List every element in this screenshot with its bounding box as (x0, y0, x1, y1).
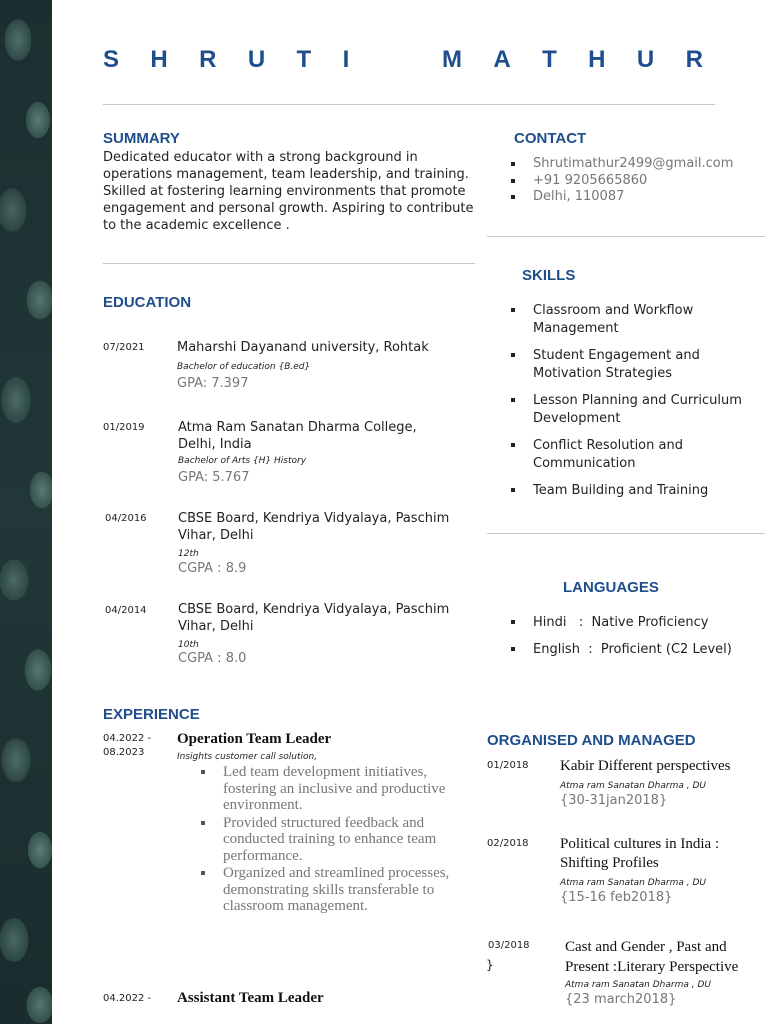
organised-stray-brace: } (486, 958, 494, 972)
skills-heading: SKILLS (522, 267, 576, 284)
header-divider (103, 104, 715, 105)
name-letter: A (493, 46, 511, 73)
organised-date: 01/2018 (487, 760, 529, 771)
name-letter: S (103, 46, 120, 73)
contact-phone[interactable]: +91 9205665860 (511, 173, 733, 190)
education-entry (177, 340, 457, 391)
experience-bullets (201, 764, 451, 916)
education-gpa: GPA: 5.767 (178, 470, 250, 485)
language-item: English : Proficient (C2 Level) (511, 641, 761, 659)
experience-date-start: 04.2022 - (103, 993, 152, 1004)
skill-item: Conflict Resolution and Communication (511, 437, 761, 473)
education-institution: CBSE Board, Kendriya Vidyalaya, Paschim Vihar, Delhi (178, 511, 450, 543)
experience-bullet: Organized and streamlined processes, demonstrating skills transferable to classroom management. (201, 865, 451, 915)
candidate-name (103, 46, 703, 74)
contact-heading: CONTACT (514, 130, 587, 147)
experience-bullet: Led team development initiatives, fostering an inclusive and productive environment. (201, 764, 451, 814)
skills-list (511, 302, 761, 509)
organised-title: Political cultures in India : Shifting Profiles (560, 836, 720, 871)
organised-dates: {23 march2018} (565, 992, 677, 1007)
organised-dates: {30-31jan2018} (560, 793, 668, 808)
education-degree: Bachelor of Arts {H} History (178, 456, 307, 466)
education-date: 07/2021 (103, 342, 145, 353)
name-letter: R (685, 46, 703, 73)
name-letter: I (342, 46, 350, 73)
organised-title: Kabir Different perspectives (560, 758, 731, 774)
summary-heading: SUMMARY (103, 130, 180, 147)
name-letter: U (247, 46, 266, 73)
skill-item: Classroom and Workflow Management (511, 302, 761, 338)
experience-bullet: Provided structured feedback and conducted training to enhance team performance. (201, 815, 451, 865)
education-date: 04/2016 (105, 513, 147, 524)
experience-date-start: 04.2022 - (103, 733, 152, 744)
contact-email[interactable]: Shrutimathur2499@gmail.com (511, 156, 733, 173)
education-date: 01/2019 (103, 422, 145, 433)
education-entry (178, 602, 458, 666)
skill-item: Team Building and Training (511, 482, 761, 500)
summary-text: Dedicated educator with a strong background in operations management, team leadership, and training. Skilled at fostering learning environments that promote engagement and personal growth. Aspiring to contribute to the academic excellence . (103, 150, 474, 233)
experience-title: Assistant Team Leader (177, 990, 324, 1006)
organised-date: 03/2018 (488, 940, 530, 951)
organised-heading: ORGANISED AND MANAGED (487, 732, 696, 749)
name-letter: T (542, 46, 557, 73)
education-degree: Bachelor of education {B.ed} (177, 361, 311, 372)
education-degree: 10th (178, 640, 199, 650)
experience-title: Operation Team Leader (177, 731, 332, 747)
contact-divider (487, 236, 765, 237)
organised-venue: Atma ram Sanatan Dharma , DU (565, 980, 711, 990)
organised-venue: Atma ram Sanatan Dharma , DU (560, 781, 706, 791)
organised-dates: {15-16 feb2018} (560, 890, 673, 905)
organised-title: Cast and Gender , Past and Present :Literary Perspective (565, 939, 739, 975)
organised-date: 02/2018 (487, 838, 529, 849)
name-letter: R (199, 46, 217, 73)
education-gpa: CGPA : 8.9 (178, 561, 247, 576)
language-item: Hindi : Native Proficiency (511, 614, 761, 632)
education-institution: Maharshi Dayanand university, Rohtak (177, 340, 429, 355)
languages-list (511, 614, 761, 668)
leaf-decoration-strip (0, 0, 52, 1024)
skills-divider (487, 533, 765, 534)
name-letter: U (636, 46, 655, 73)
name-letter: M (442, 46, 463, 73)
skill-item: Lesson Planning and Curriculum Development (511, 392, 761, 428)
languages-heading: LANGUAGES (563, 579, 659, 596)
education-gpa: CGPA : 8.0 (178, 651, 247, 666)
contact-list (511, 156, 733, 206)
organised-venue: Atma ram Sanatan Dharma , DU (560, 878, 706, 888)
contact-address: Delhi, 110087 (511, 189, 733, 206)
education-entry (178, 420, 458, 485)
experience-heading: EXPERIENCE (103, 706, 200, 723)
education-date: 04/2014 (105, 605, 147, 616)
experience-date-end: 08.2023 (103, 747, 145, 758)
education-degree: 12th (178, 549, 199, 559)
education-institution: CBSE Board, Kendriya Vidyalaya, Paschim Vihar, Delhi (178, 602, 450, 634)
summary-divider (103, 263, 475, 264)
name-letter: H (150, 46, 168, 73)
education-heading: EDUCATION (103, 294, 192, 311)
education-institution: Atma Ram Sanatan Dharma College, Delhi, India (178, 420, 417, 452)
experience-company: Insights customer call solution, (177, 752, 318, 762)
name-letter: T (296, 46, 312, 73)
name-letter: H (588, 46, 606, 73)
education-gpa: GPA: 7.397 (177, 375, 249, 391)
education-entry (178, 511, 458, 576)
skill-item: Student Engagement and Motivation Strategies (511, 347, 761, 383)
